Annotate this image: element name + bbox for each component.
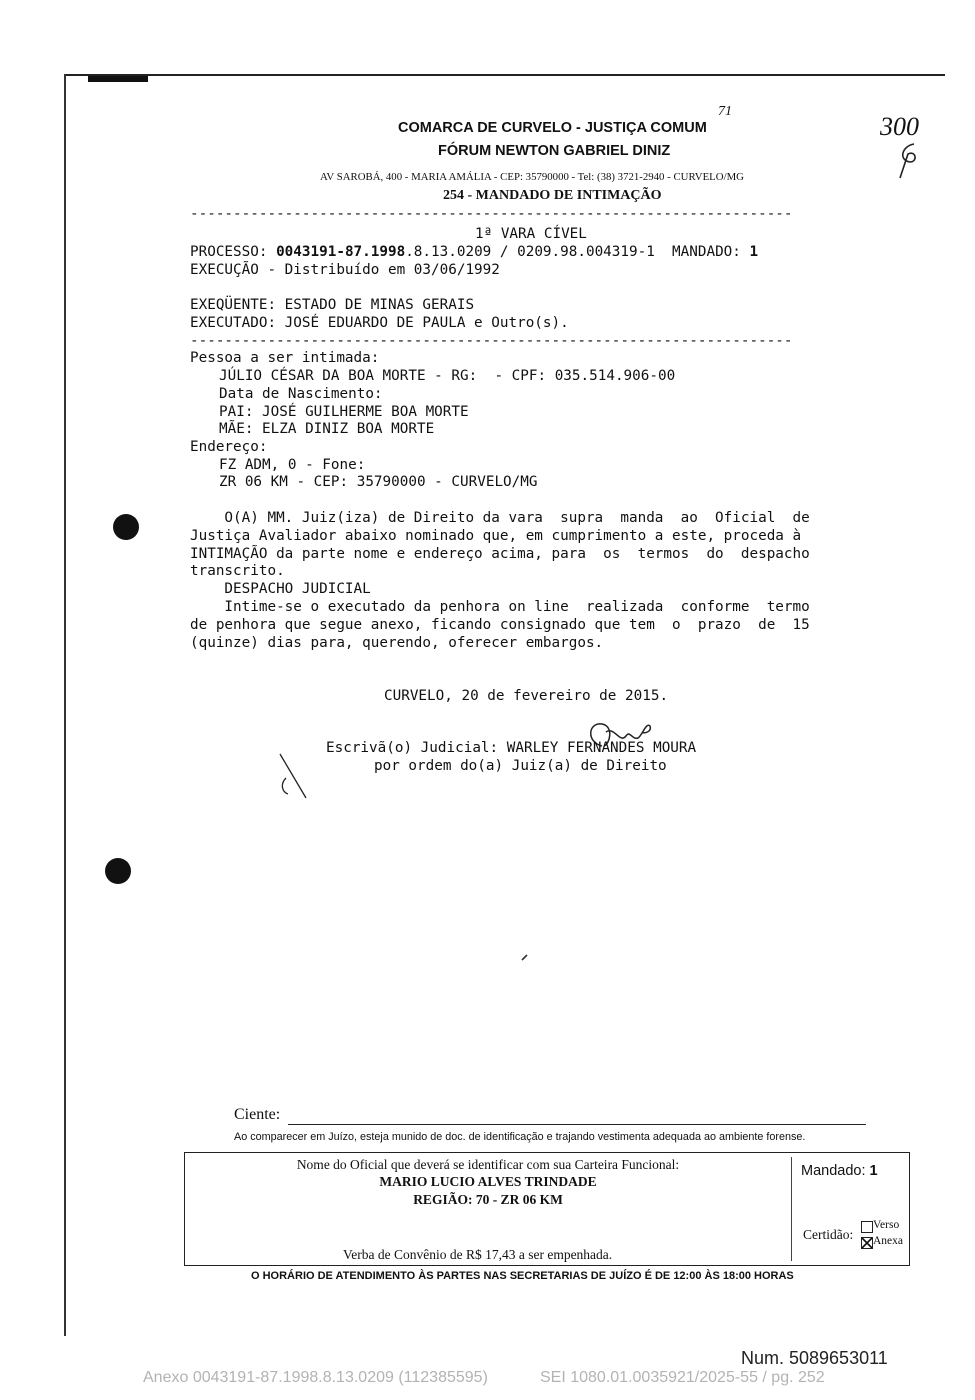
processo-number: 0043191-87.1998 bbox=[276, 244, 406, 260]
execucao-line: EXECUÇÃO - Distribuído em 03/06/1992 bbox=[190, 262, 500, 278]
despacho-line-2: de penhora que segue anexo, ficando consignado que tem o prazo de 15 bbox=[190, 617, 810, 633]
executado-line: EXECUTADO: JOSÉ EDUARDO DE PAULA e Outro(s). bbox=[190, 315, 569, 331]
forum-address: AV SAROBÁ, 400 - MARIA AMÁLIA - CEP: 35790000 - Tel: (38) 3721-2940 - CURVELO/MG bbox=[320, 171, 744, 183]
punch-hole-top bbox=[113, 514, 139, 540]
order-paragraph-line-2: Justiça Avaliador abaixo nominado que, em cumprimento a este, proceda à bbox=[190, 528, 802, 544]
handwritten-side-mark: 300 bbox=[880, 112, 919, 141]
top-frame-mark bbox=[88, 76, 148, 82]
mandado-label: Mandado: bbox=[801, 1163, 870, 1179]
stray-dot-mark bbox=[520, 952, 530, 962]
office-hours-notice: O HORÁRIO DE ATENDIMENTO ÀS PARTES NAS SECRETARIAS DE JUÍZO É DE 12:00 ÀS 18:00 HORAS bbox=[251, 1270, 794, 1282]
punch-hole-bottom bbox=[105, 858, 131, 884]
left-frame-line bbox=[64, 74, 66, 1336]
court-name: COMARCA DE CURVELO - JUSTIÇA COMUM bbox=[398, 120, 707, 136]
forum-name: FÓRUM NEWTON GABRIEL DINIZ bbox=[438, 143, 671, 159]
order-paragraph-line-4: transcrito. bbox=[190, 563, 285, 579]
vara-name: 1ª VARA CÍVEL bbox=[475, 226, 587, 242]
clerk-line: Escrivã(o) Judicial: WARLEY FERNANDES MOURA bbox=[326, 740, 697, 756]
processo-line bbox=[190, 244, 758, 262]
document-title: 254 - MANDADO DE INTIMAÇÃO bbox=[443, 188, 662, 203]
person-father: PAI: JOSÉ GUILHERME BOA MORTE bbox=[219, 404, 469, 420]
address-label: Endereço: bbox=[190, 439, 268, 455]
annex-reference: Anexo 0043191-87.1998.8.13.0209 (112385595) bbox=[143, 1369, 488, 1386]
checkmark-icon bbox=[861, 1237, 873, 1249]
address-line-2: ZR 06 KM - CEP: 35790000 - CURVELO/MG bbox=[219, 474, 538, 490]
despacho-line-3: (quinze) dias para, querendo, oferecer embargos. bbox=[190, 635, 604, 651]
appearance-notice: Ao comparecer em Juízo, esteja munido de doc. de identificação e trajando vestimenta adequada ao ambiente forense. bbox=[234, 1131, 806, 1143]
ciente-label: Ciente: bbox=[234, 1106, 281, 1123]
person-label: Pessoa a ser intimada: bbox=[190, 350, 380, 366]
despacho-line-1: Intime-se o executado da penhora on line realizada conforme termo bbox=[190, 599, 810, 615]
date-line: CURVELO, 20 de fevereiro de 2015. bbox=[384, 688, 669, 704]
order-paragraph-line-3: INTIMAÇÃO da parte nome e endereço acima, para os termos do despacho bbox=[190, 546, 810, 562]
officer-region: REGIÃO: 70 - ZR 06 KM bbox=[413, 1192, 563, 1207]
verso-label: Verso bbox=[873, 1219, 900, 1231]
verso-checkbox[interactable] bbox=[861, 1221, 873, 1233]
page-number-mark: 71 bbox=[718, 104, 732, 119]
top-frame-line bbox=[65, 74, 945, 76]
person-mother: MÃE: ELZA DINIZ BOA MORTE bbox=[219, 421, 435, 437]
order-line: por ordem do(a) Juiz(a) de Direito bbox=[374, 758, 667, 774]
mandado-label-box bbox=[801, 1163, 878, 1179]
processo-label: PROCESSO: bbox=[190, 244, 277, 260]
pen-stroke-mark bbox=[276, 750, 310, 802]
ciente-signature-line bbox=[288, 1124, 866, 1125]
anexa-checkbox[interactable] bbox=[861, 1237, 873, 1249]
divider-middle: ---------------------------------------------------------------------- bbox=[190, 333, 793, 349]
officer-box bbox=[184, 1152, 910, 1266]
person-name-line: JÚLIO CÉSAR DA BOA MORTE - RG: - CPF: 035.514.906-00 bbox=[219, 368, 676, 384]
exequente-line: EXEQÜENTE: ESTADO DE MINAS GERAIS bbox=[190, 297, 475, 313]
mandado-number: 1 bbox=[749, 244, 759, 260]
handwritten-initial-mark bbox=[892, 140, 926, 182]
address-line-1: FZ ADM, 0 - Fone: bbox=[219, 457, 366, 473]
anexa-label: Anexa bbox=[873, 1235, 904, 1247]
certidao-label: Certidão: bbox=[803, 1227, 854, 1242]
document-number: Num. 5089653011 bbox=[741, 1348, 888, 1368]
officer-label: Nome do Oficial que deverá se identificar com sua Carteira Funcional: bbox=[296, 1157, 680, 1172]
officer-name: MARIO LUCIO ALVES TRINDADE bbox=[379, 1174, 597, 1189]
person-dob-line: Data de Nascimento: bbox=[219, 386, 383, 402]
officer-box-divider bbox=[791, 1157, 792, 1261]
divider-top: ---------------------------------------------------------------------- bbox=[190, 206, 793, 222]
order-paragraph-line-1: O(A) MM. Juiz(iza) de Direito da vara supra manda ao Oficial de bbox=[190, 510, 810, 526]
sei-reference: SEI 1080.01.0035921/2025-55 / pg. 252 bbox=[540, 1369, 825, 1386]
mandado-box-number: 1 bbox=[869, 1163, 878, 1179]
despacho-label: DESPACHO JUDICIAL bbox=[190, 581, 371, 597]
verba-line: Verba de Convênio de R$ 17,43 a ser empenhada. bbox=[343, 1247, 613, 1262]
processo-rest: .8.13.0209 / 0209.98.004319-1 MANDADO: bbox=[405, 244, 750, 260]
